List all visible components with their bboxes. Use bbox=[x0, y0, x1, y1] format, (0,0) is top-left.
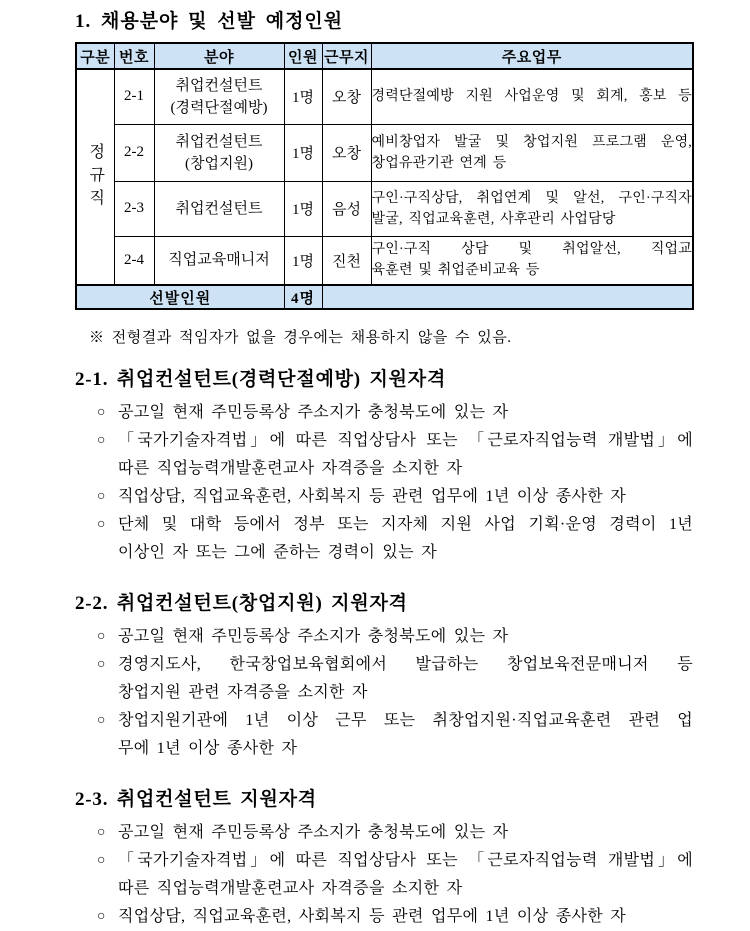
col-header-field: 분야 bbox=[154, 43, 284, 69]
bullet-line: 공고일 현재 주민등록상 주소지가 충청북도에 있는 자 bbox=[118, 824, 509, 841]
bullet-line: 창업지원 관련 자격증을 소지한 자 bbox=[118, 684, 368, 701]
bullet-line: 이상인 자 또는 그에 준하는 경력이 있는 자 bbox=[118, 544, 437, 561]
cell-duties bbox=[371, 69, 693, 124]
duty-line: 구인·구직 상담 및 취업알선, 직업교 bbox=[371, 242, 692, 258]
bullet-line: 경영지도사, 한국창업보육협회에서 발급하는 창업보육전문매니저 등 bbox=[118, 656, 693, 673]
table-row bbox=[76, 181, 693, 236]
bullet-list bbox=[97, 399, 693, 567]
bullet-line: 공고일 현재 주민등록상 주소지가 충청북도에 있는 자 bbox=[118, 628, 509, 645]
section-2-3 bbox=[75, 787, 693, 931]
bullet-marker: ○ bbox=[97, 909, 106, 924]
bullet-item bbox=[97, 819, 693, 847]
footer-empty-cell bbox=[322, 285, 693, 309]
bullet-marker: ○ bbox=[97, 629, 106, 644]
cell-worksite: 진천 bbox=[322, 236, 371, 285]
bullet-marker: ○ bbox=[97, 713, 106, 728]
bullet-item bbox=[97, 399, 693, 427]
bullet-text bbox=[118, 623, 693, 651]
bullet-item bbox=[97, 651, 693, 707]
bullet-item bbox=[97, 427, 693, 483]
cell-headcount: 1명 bbox=[284, 236, 322, 285]
bullet-list bbox=[97, 623, 693, 763]
bullet-item bbox=[97, 903, 693, 931]
table-header-row bbox=[76, 43, 693, 69]
bullet-marker: ○ bbox=[97, 657, 106, 672]
duty-line: 구인·구직상담, 취업연계 및 알선, 구인·구직자 bbox=[371, 190, 692, 206]
cell-field bbox=[154, 236, 284, 285]
cell-number: 2-1 bbox=[114, 69, 154, 124]
section-heading: 2-1. 취업컨설턴트(경력단절예방) 지원자격 bbox=[75, 369, 447, 390]
cell-duties bbox=[371, 236, 693, 285]
bullet-marker: ○ bbox=[97, 853, 106, 868]
bullet-text bbox=[118, 511, 693, 567]
bullet-text bbox=[118, 399, 693, 427]
bullet-item bbox=[97, 847, 693, 903]
cell-field bbox=[154, 124, 284, 181]
cell-field bbox=[154, 181, 284, 236]
bullet-marker: ○ bbox=[97, 825, 106, 840]
bullet-line: 따른 직업능력개발훈련교사 자격증을 소지한 자 bbox=[118, 460, 463, 477]
field-line: 직업교육매니저 bbox=[168, 252, 270, 269]
field-line: (창업지원) bbox=[185, 155, 253, 172]
note-text: ※ 전형결과 적임자가 없을 경우에는 채용하지 않을 수 있음. bbox=[89, 330, 512, 346]
bullet-line: 창업지원기관에 1년 이상 근무 또는 취창업지원·직업교육훈련 관련 업 bbox=[118, 712, 693, 729]
col-header-worksite: 근무지 bbox=[322, 43, 371, 69]
duty-line: 발굴, 직업교육훈련, 사후관리 사업담당 bbox=[371, 211, 616, 227]
cell-number: 2-4 bbox=[114, 236, 154, 285]
field-line: 취업컨설턴트 bbox=[175, 77, 263, 94]
bullet-item bbox=[97, 511, 693, 567]
cell-duties bbox=[371, 181, 693, 236]
duty-line: 육훈련 및 취업준비교육 등 bbox=[371, 263, 540, 279]
table-row bbox=[76, 69, 693, 124]
recruitment-table bbox=[75, 42, 694, 310]
bullet-item bbox=[97, 483, 693, 511]
cell-number: 2-2 bbox=[114, 124, 154, 181]
bullet-line: 직업상담, 직업교육훈련, 사회복지 등 관련 업무에 1년 이상 종사한 자 bbox=[118, 908, 627, 925]
section-heading: 2-3. 취업컨설턴트 지원자격 bbox=[75, 789, 317, 810]
cell-headcount: 1명 bbox=[284, 181, 322, 236]
cell-worksite: 오창 bbox=[322, 124, 371, 181]
field-line: (경력단절예방) bbox=[170, 99, 268, 116]
cell-headcount: 1명 bbox=[284, 124, 322, 181]
cell-field bbox=[154, 69, 284, 124]
col-header-number: 번호 bbox=[114, 43, 154, 69]
col-header-duties: 주요업무 bbox=[371, 43, 693, 69]
bullet-text bbox=[118, 819, 693, 847]
cell-worksite: 음성 bbox=[322, 181, 371, 236]
bullet-text bbox=[118, 483, 693, 511]
col-header-headcount: 인원 bbox=[284, 43, 322, 69]
bullet-text bbox=[118, 847, 693, 903]
section-2-2 bbox=[75, 591, 693, 763]
bullet-line: 「국가기술자격법」에 따른 직업상담사 또는 「근로자직업능력 개발법」에 bbox=[118, 432, 693, 449]
bullet-marker: ○ bbox=[97, 433, 106, 448]
bullet-text bbox=[118, 651, 693, 707]
bullet-line: 단체 및 대학 등에서 정부 또는 지자체 지원 사업 기획·운영 경력이 1년 bbox=[118, 516, 693, 533]
cell-number: 2-3 bbox=[114, 181, 154, 236]
bullet-line: 직업상담, 직업교육훈련, 사회복지 등 관련 업무에 1년 이상 종사한 자 bbox=[118, 488, 627, 505]
bullet-line: 「국가기술자격법」에 따른 직업상담사 또는 「근로자직업능력 개발법」에 bbox=[118, 852, 693, 869]
field-line: 취업컨설턴트 bbox=[175, 133, 263, 150]
footer-label-cell: 선발인원 bbox=[76, 285, 284, 309]
doc-title: 1. 채용분야 및 선발 예정인원 bbox=[75, 11, 344, 32]
section-2-1 bbox=[75, 367, 693, 567]
bullet-text bbox=[118, 427, 693, 483]
cell-headcount: 1명 bbox=[284, 69, 322, 124]
field-line: 취업컨설턴트 bbox=[175, 200, 263, 217]
duty-line: 예비창업자 발굴 및 창업지원 프로그램 운영, bbox=[371, 134, 692, 150]
bullet-item bbox=[97, 623, 693, 651]
duty-line: 경력단절예방 지원 사업운영 및 회계, 홍보 등 bbox=[371, 89, 692, 105]
bullet-marker: ○ bbox=[97, 405, 106, 420]
bullet-text bbox=[118, 903, 693, 931]
footer-total-cell: 4명 bbox=[284, 285, 322, 309]
bullet-line: 무에 1년 이상 종사한 자 bbox=[118, 740, 298, 757]
bullet-marker: ○ bbox=[97, 517, 106, 532]
bullet-marker: ○ bbox=[97, 489, 106, 504]
bullet-text bbox=[118, 707, 693, 763]
bullet-line: 공고일 현재 주민등록상 주소지가 충청북도에 있는 자 bbox=[118, 404, 509, 421]
cell-worksite: 오창 bbox=[322, 69, 371, 124]
table-row bbox=[76, 236, 693, 285]
group-cell: 정규직 bbox=[76, 69, 114, 285]
cell-duties bbox=[371, 124, 693, 181]
col-header-category: 구분 bbox=[76, 43, 114, 69]
section-heading: 2-2. 취업컨설턴트(창업지원) 지원자격 bbox=[75, 593, 408, 614]
bullet-list bbox=[97, 819, 693, 931]
bullet-line: 따른 직업능력개발훈련교사 자격증을 소지한 자 bbox=[118, 880, 463, 897]
table-footer-row bbox=[76, 285, 693, 309]
bullet-item bbox=[97, 707, 693, 763]
table-row bbox=[76, 124, 693, 181]
duty-line: 창업유관기관 연계 등 bbox=[371, 155, 507, 171]
